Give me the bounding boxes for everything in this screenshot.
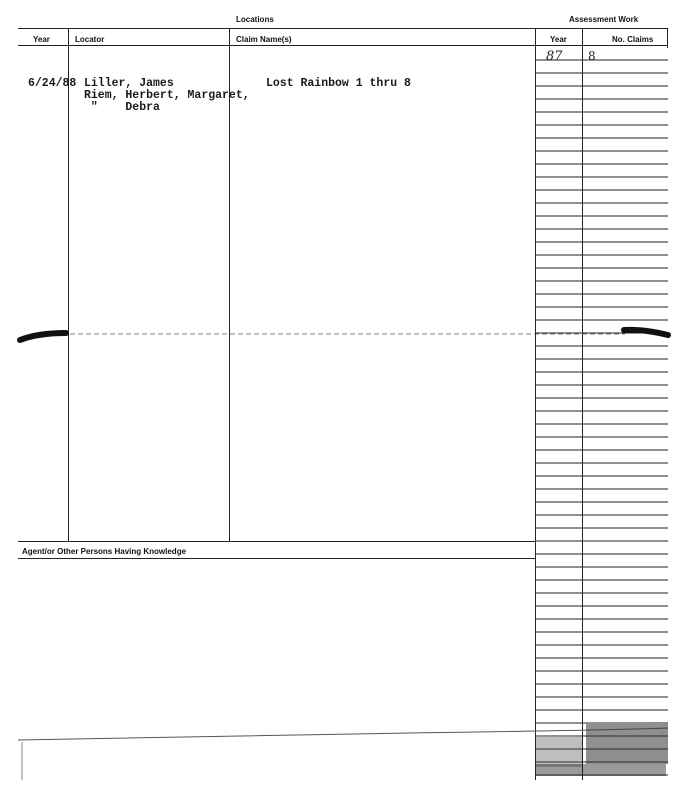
assessment-year-column-header: Year xyxy=(550,35,567,44)
locator-column-header: Locator xyxy=(75,35,105,44)
assessment-work-heading: Assessment Work xyxy=(569,15,639,24)
no-claims-column-header: No. Claims xyxy=(612,35,654,44)
entry-locator-line-2: Riem, Herbert, Margaret, xyxy=(84,89,250,102)
locations-heading: Locations xyxy=(236,15,274,24)
entry-locator-line-3: " Debra xyxy=(84,101,160,114)
entry-year: 6/24/88 xyxy=(28,77,77,90)
assessment-claims-value: 8 xyxy=(588,49,596,63)
claim-names-column-header: Claim Name(s) xyxy=(236,35,292,44)
agent-section-label: Agent/or Other Persons Having Knowledge xyxy=(22,547,187,556)
assessment-year-value: 87 xyxy=(546,49,563,64)
year-column-header: Year xyxy=(33,35,50,44)
entry-locator-line-1: Liller, James xyxy=(84,77,174,90)
entry-claim-names: Lost Rainbow 1 thru 8 xyxy=(266,77,411,90)
